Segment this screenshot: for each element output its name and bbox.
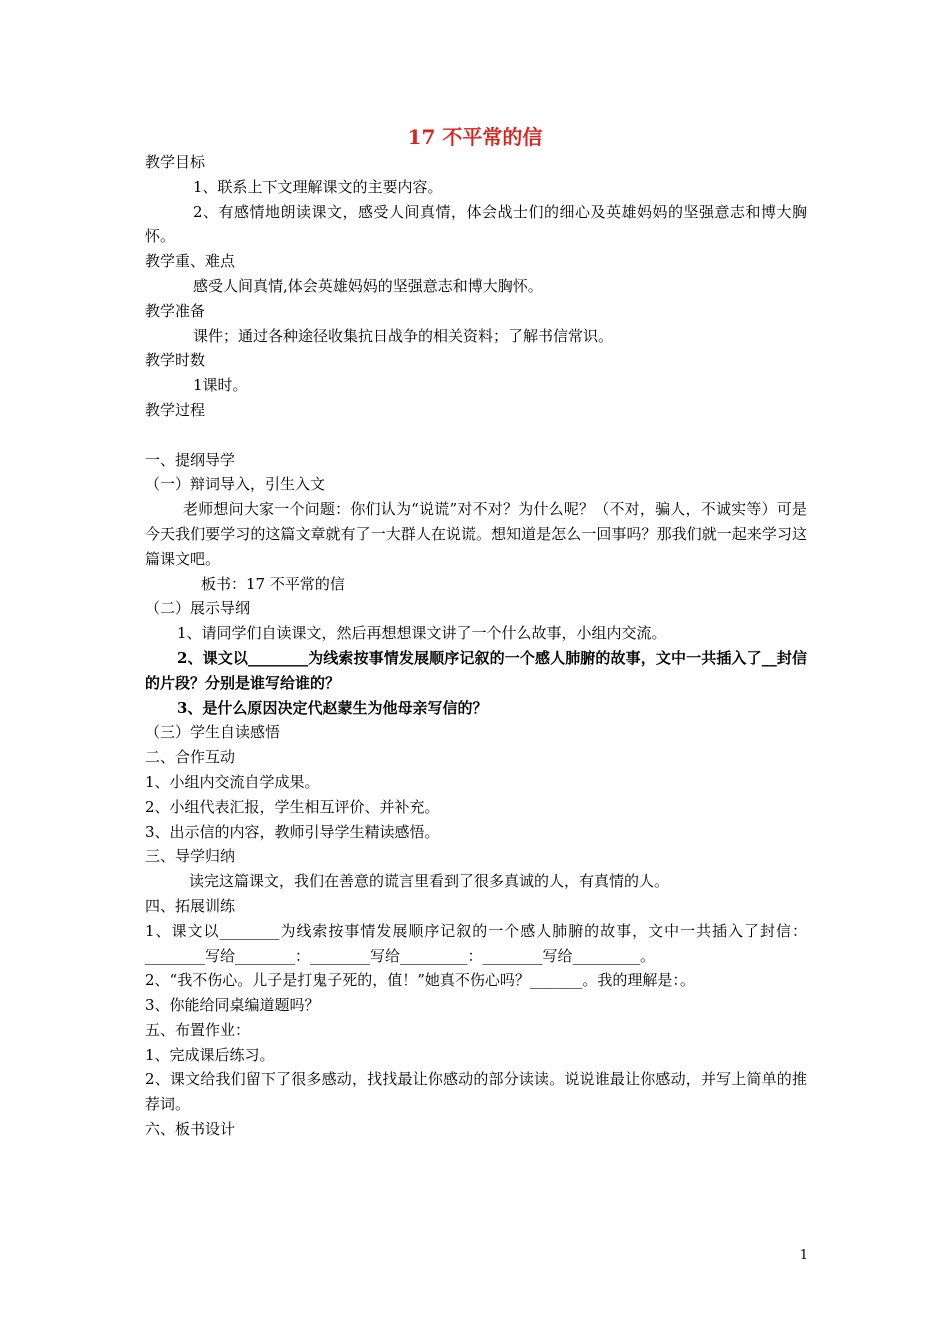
document-body xyxy=(145,150,807,1142)
section-5-item-2: 2、课文给我们留下了很多感动，找找最让你感动的部分读读。说说谁最让你感动，并写上简单的推荐词。 xyxy=(145,1070,807,1114)
goal-item-1: 1、联系上下文理解课文的主要内容。 xyxy=(193,177,443,196)
heading-hours: 教学时数 xyxy=(145,351,206,370)
section-1-heading: 一、提纲导学 xyxy=(145,450,236,469)
section-4-item-2: 2、“我不伤心。儿子是打鬼子死的，值！”她真不伤心吗？_______。我的理解是：。 xyxy=(145,971,695,990)
heading-preparation: 教学准备 xyxy=(145,301,206,320)
section-2-item-1: 1、小组内交流自学成果。 xyxy=(145,772,320,791)
document-title: 17 不平常的信 xyxy=(407,125,543,149)
section-4-item-1: 1、课文以________为线索按事情发展顺序记叙的一个感人肺腑的故事，文中一共插入了封信：________写给________：________写给_________：________写给_________。 xyxy=(145,921,807,965)
heading-process: 教学过程 xyxy=(145,400,206,419)
section-3-paragraph: 读完这篇课文，我们在善意的谎言里看到了很多真诚的人，有真情的人。 xyxy=(189,872,670,891)
heading-key-points: 教学重、难点 xyxy=(145,252,236,271)
heading-goals: 教学目标 xyxy=(145,153,206,171)
section-4-item-3: 3、你能给同桌编道题吗？ xyxy=(145,996,320,1015)
section-1b-item-3: 3、是什么原因决定代赵蒙生为他母亲写信的？ xyxy=(177,698,488,717)
section-2-item-3: 3、出示信的内容，教师引导学生精读感悟。 xyxy=(145,822,440,841)
section-4-heading: 四、拓展训练 xyxy=(145,896,236,915)
board-note: 板书：17 不平常的信 xyxy=(201,574,345,593)
section-1b-item-1: 1、请同学们自读课文，然后再想想课文讲了一个什么故事，小组内交流。 xyxy=(177,624,667,643)
section-1a-heading: （一）辩词导入，引生入文 xyxy=(145,475,326,494)
goal-item-2: 2、有感情地朗读课文，感受人间真情，体会战士们的细心及英雄妈妈的坚强意志和博大胸怀。 xyxy=(145,202,807,246)
section-3-heading: 三、导学归纳 xyxy=(145,847,236,866)
section-1a-paragraph: 老师想问大家一个问题：你们认为“说谎”对不对？为什么呢？（不对，骗人，不诚实等）可是今天我们要学习的这篇文章就有了一大群人在说谎。想知道是怎么一回事吗？那我们就一起来学习这篇课文吧。 xyxy=(145,500,807,568)
page-number: 1 xyxy=(799,1248,808,1263)
hours-text: 1课时。 xyxy=(193,376,248,395)
key-points-text: 感受人间真情,体会英雄妈妈的坚强意志和博大胸怀。 xyxy=(193,276,543,295)
section-2-item-2: 2、小组代表汇报，学生相互评价、并补充。 xyxy=(145,797,440,816)
preparation-text: 课件；通过各种途径收集抗日战争的相关资料；了解书信常识。 xyxy=(193,326,614,345)
section-5-item-1: 1、完成课后练习。 xyxy=(145,1045,275,1064)
section-1c-heading: （三）学生自读感悟 xyxy=(145,723,281,742)
section-6-heading: 六、板书设计 xyxy=(145,1120,236,1139)
section-1b-item-2: 2、课文以________为线索按事情发展顺序记叙的一个感人肺腑的故事，文中一共插入了__封信的片段？分别是谁写给谁的？ xyxy=(145,648,807,692)
spacer xyxy=(145,423,807,448)
section-2-heading: 二、合作互动 xyxy=(145,748,236,767)
section-1b-heading: （二）展示导纲 xyxy=(145,599,251,618)
section-5-heading: 五、布置作业： xyxy=(145,1020,251,1039)
